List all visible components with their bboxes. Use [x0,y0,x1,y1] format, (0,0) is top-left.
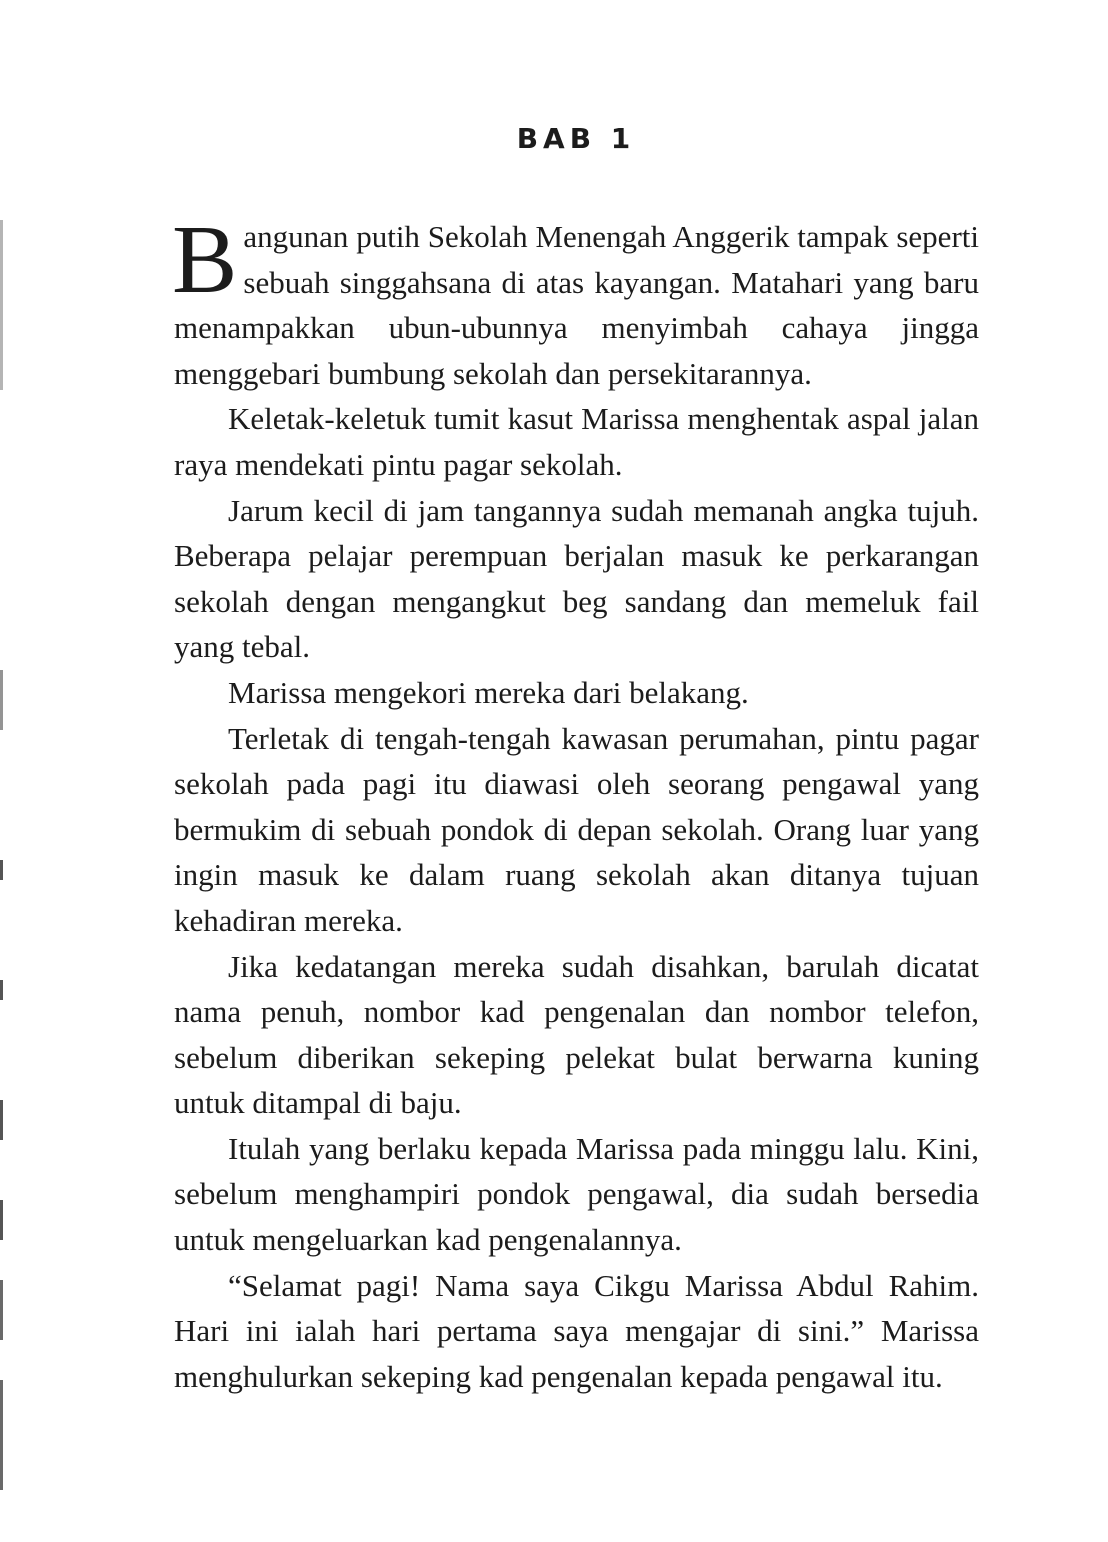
paragraph: Jarum kecil di jam tangannya sudah memanah angka tujuh. Beberapa pelajar perempuan berjalan masuk ke perkarangan sekolah dengan mengangkut beg sandang dan memeluk fail yang tebal. [174,492,979,665]
paragraph: “Selamat pagi! Nama saya Cikgu Marissa Abdul Rahim. Hari ini ialah hari pertama saya mengajar di sini.” Marissa menghulurkan sekeping kad pengenalan kepada pengawal itu. [174,1267,979,1394]
paragraph: Itulah yang berlaku kepada Marissa pada minggu lalu. Kini, sebelum menghampiri pondok pengawal, dia sudah bersedia untuk mengeluarkan kad pengenalannya. [174,1130,979,1258]
paragraph: Keletak-keletuk tumit kasut Marissa menghentak aspal jalan raya mendekati pintu pagar sekolah. [174,401,979,482]
paragraph: Jika kedatangan mereka sudah disahkan, barulah dicatat nama penuh, nombor kad pengenalan dan nombor telefon, sebelum diberikan sekeping pelekat bulat berwarna kuning untuk ditampal di baju. [174,948,979,1121]
chapter-body [172,206,979,1399]
chapter-title: BAB 1 [516,122,636,155]
opening-paragraph [172,206,979,396]
opening-paragraph-text: angunan putih Sekolah Menengah Anggerik tampak seperti sebuah singgahsana di atas kayangan. Matahari yang baru menampakkan ubun-ubunnya menyimbah cahaya jingga menggebari bumbung sekolah dan persekitarannya. [174,219,979,391]
paragraph: Terletak di tengah-tengah kawasan perumahan, pintu pagar sekolah pada pagi itu diawasi oleh seorang pengawal yang bermukim di sebuah pondok di depan sekolah. Orang luar yang ingin masuk ke dalam ruang sekolah akan ditanya tujuan kehadiran mereka. [174,720,979,938]
drop-cap: B [172,206,238,314]
page-binding-edge [0,200,4,1500]
paragraph: Marissa mengekori mereka dari belakang. [228,674,749,710]
